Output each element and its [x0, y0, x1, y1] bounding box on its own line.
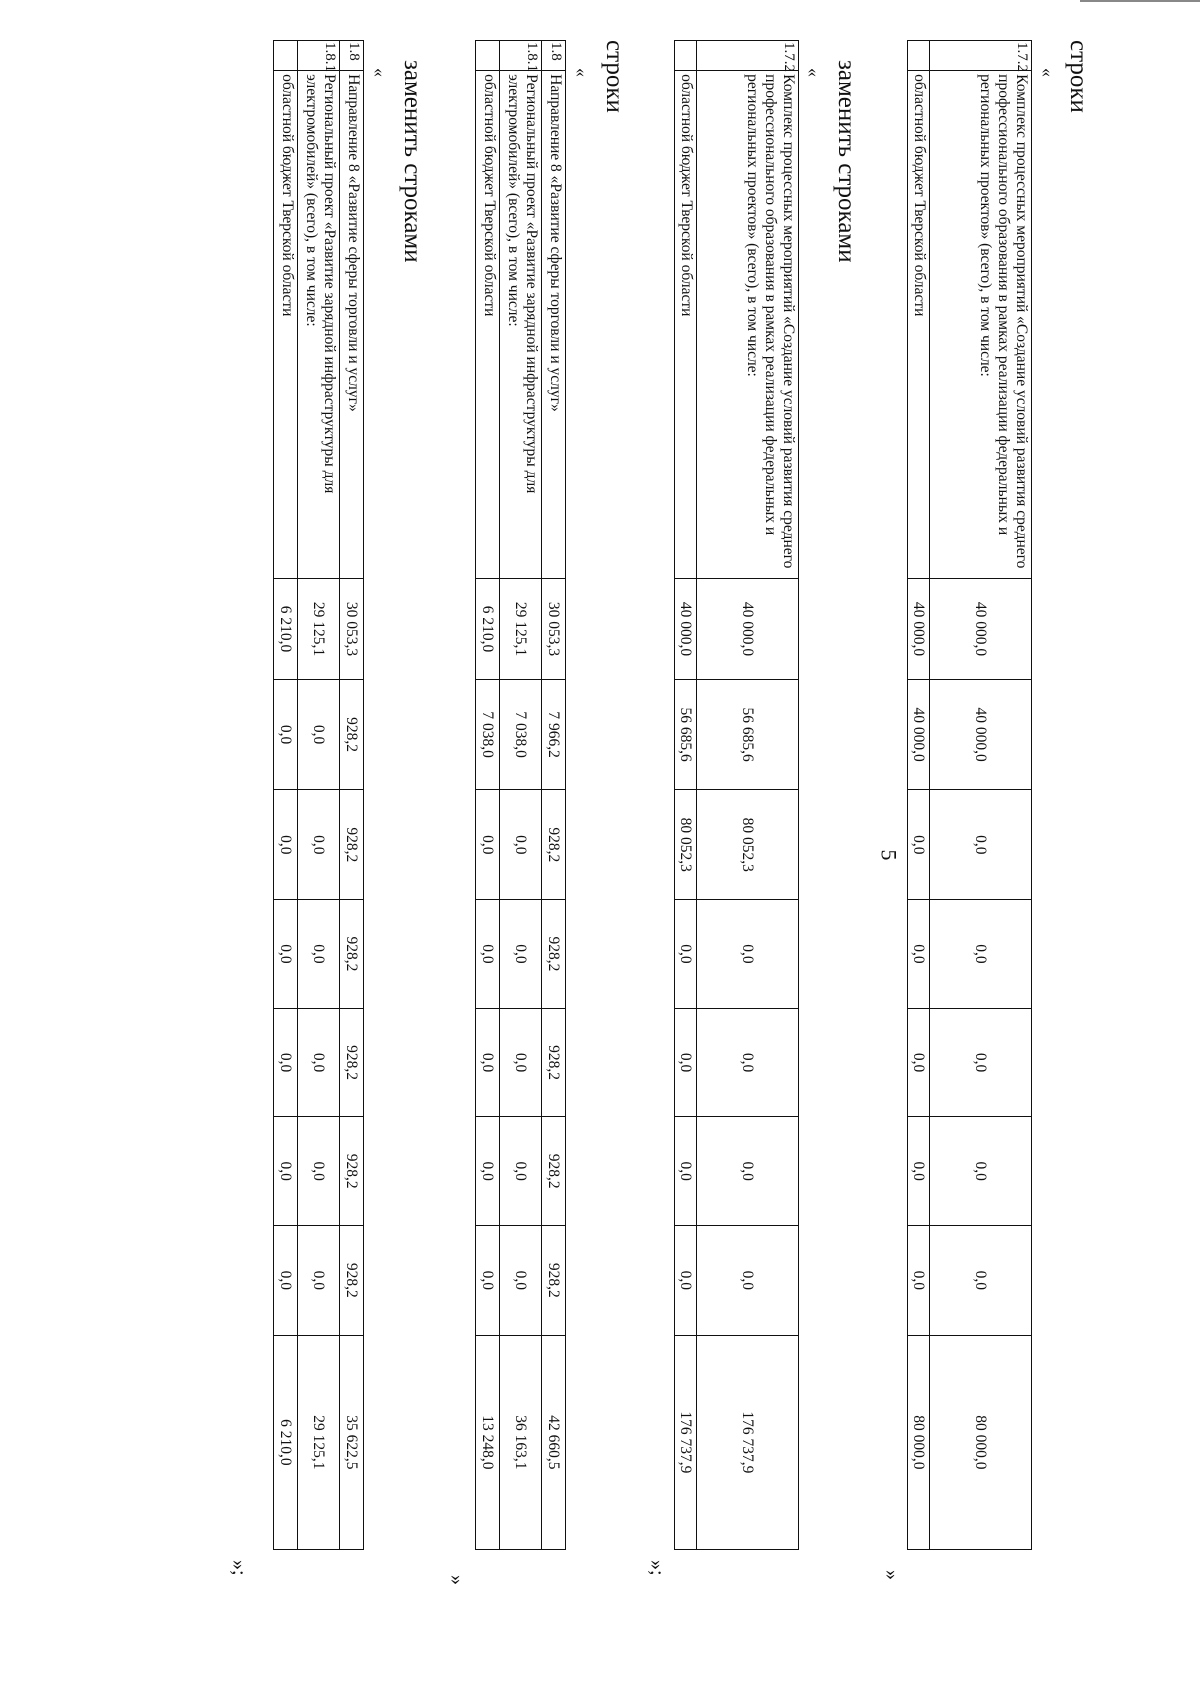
row-value: 928,2	[542, 790, 566, 900]
row-value: 0,0	[930, 1226, 1032, 1336]
table-row	[340, 41, 364, 1550]
row-value: 0,0	[908, 1008, 930, 1117]
row-value: 928,2	[340, 679, 364, 790]
row-code: 1.8.1	[298, 41, 340, 71]
row-value: 0,0	[476, 1008, 500, 1117]
row-value: 928,2	[340, 900, 364, 1009]
row-code	[675, 41, 697, 71]
row-value: 7 966,2	[542, 679, 566, 790]
row-value: 0,0	[675, 1008, 697, 1117]
row-value: 0,0	[908, 1117, 930, 1226]
row-code: 1.7.2	[697, 41, 799, 71]
row-value: 0,0	[298, 1117, 340, 1226]
row-total: 35 622,5	[340, 1335, 364, 1549]
table-b-new	[273, 40, 364, 1550]
row-value: 0,0	[697, 1226, 799, 1336]
rows-heading-b: строки	[601, 40, 628, 113]
row-value: 0,0	[298, 900, 340, 1009]
table-row	[675, 41, 697, 1550]
row-value: 0,0	[500, 790, 542, 900]
row-code: 1.8.1	[500, 41, 542, 71]
row-value: 80 052,3	[697, 790, 799, 900]
row-total: 80 000,0	[930, 1335, 1032, 1549]
row-value: 0,0	[675, 1117, 697, 1226]
row-value: 40 000,0	[930, 579, 1032, 680]
close-quote-a-new: »;	[646, 1560, 668, 1576]
table-row	[930, 41, 1032, 1550]
row-name: областной бюджет Тверской области	[476, 71, 500, 579]
rotated-content	[152, 40, 1112, 1600]
row-code	[908, 41, 930, 71]
row-value: 0,0	[298, 1226, 340, 1336]
row-value: 928,2	[542, 1226, 566, 1336]
row-value: 0,0	[697, 900, 799, 1009]
row-value: 928,2	[340, 1117, 364, 1226]
page-number: 5	[876, 849, 902, 861]
table-row	[298, 41, 340, 1550]
table-row	[500, 41, 542, 1550]
row-value: 928,2	[542, 1008, 566, 1117]
open-quote-b-new: «	[370, 68, 390, 77]
row-value: 6 210,0	[274, 579, 298, 680]
row-value: 928,2	[542, 900, 566, 1009]
row-value: 0,0	[476, 790, 500, 900]
row-value: 0,0	[697, 1117, 799, 1226]
row-value: 40 000,0	[908, 679, 930, 790]
row-name: Комплекс процессных мероприятий «Создание условий развития среднего профессионального образования в рамках реализации федеральных и региональных проектов» (всего), в том числе:	[930, 71, 1032, 579]
row-value: 0,0	[930, 1117, 1032, 1226]
row-value: 928,2	[542, 1117, 566, 1226]
row-value: 928,2	[340, 790, 364, 900]
row-name: областной бюджет Тверской области	[908, 71, 930, 579]
row-value: 0,0	[298, 679, 340, 790]
row-value: 7 038,0	[476, 679, 500, 790]
row-value: 40 000,0	[675, 579, 697, 680]
row-value: 29 125,1	[500, 579, 542, 680]
row-name: Направление 8 «Развитие сферы торговли и услуг»	[340, 71, 364, 579]
row-value: 0,0	[274, 1008, 298, 1117]
open-quote-b-old: «	[572, 68, 592, 77]
close-quote-b-new: »;	[228, 1560, 250, 1576]
row-value: 928,2	[340, 1226, 364, 1336]
scan-edge-top	[1080, 0, 1200, 2]
row-value: 40 000,0	[908, 579, 930, 680]
row-value: 0,0	[298, 1008, 340, 1117]
row-name: Комплекс процессных мероприятий «Создание условий развития среднего профессионального образования в рамках реализации федеральных и региональных проектов» (всего), в том числе:	[697, 71, 799, 579]
open-quote-a-new: «	[804, 68, 824, 77]
row-value: 56 685,6	[697, 679, 799, 790]
row-value: 0,0	[675, 1226, 697, 1336]
row-code	[476, 41, 500, 71]
rows-heading-a: строки	[1065, 40, 1092, 113]
row-value: 0,0	[930, 1008, 1032, 1117]
row-code: 1.8	[542, 41, 566, 71]
row-value: 0,0	[697, 1008, 799, 1117]
row-value: 0,0	[476, 1117, 500, 1226]
close-quote-b-old: »	[446, 1575, 468, 1585]
row-total: 13 248,0	[476, 1335, 500, 1549]
row-total: 176 737,9	[675, 1335, 697, 1549]
row-name: Направление 8 «Развитие сферы торговли и услуг»	[542, 71, 566, 579]
row-value: 0,0	[908, 1226, 930, 1336]
row-total: 36 163,1	[500, 1335, 542, 1549]
row-value: 0,0	[500, 1117, 542, 1226]
table-row	[697, 41, 799, 1550]
row-total: 80 000,0	[908, 1335, 930, 1549]
row-name: Региональный проект «Развитие зарядной инфраструктуры для электромобилей» (всего), в том числе:	[500, 71, 542, 579]
open-quote-a-old: «	[1038, 68, 1058, 77]
row-value: 0,0	[500, 1008, 542, 1117]
close-quote-a-old: »	[881, 1570, 903, 1580]
row-value: 29 125,1	[298, 579, 340, 680]
row-value: 0,0	[274, 900, 298, 1009]
table-row	[274, 41, 298, 1550]
row-value: 0,0	[274, 1117, 298, 1226]
row-value: 6 210,0	[476, 579, 500, 680]
row-value: 0,0	[274, 1226, 298, 1336]
replace-heading-a: заменить строками	[833, 60, 860, 263]
row-value: 0,0	[675, 900, 697, 1009]
row-value: 40 000,0	[697, 579, 799, 680]
row-code: 1.8	[340, 41, 364, 71]
row-value: 0,0	[908, 790, 930, 900]
row-value: 0,0	[930, 900, 1032, 1009]
row-value: 0,0	[500, 900, 542, 1009]
row-value: 0,0	[274, 790, 298, 900]
row-value: 7 038,0	[500, 679, 542, 790]
row-total: 6 210,0	[274, 1335, 298, 1549]
row-value: 40 000,0	[930, 679, 1032, 790]
row-value: 0,0	[476, 1226, 500, 1336]
row-total: 29 125,1	[298, 1335, 340, 1549]
table-b-old	[475, 40, 566, 1550]
table-row	[542, 41, 566, 1550]
row-code	[274, 41, 298, 71]
row-value: 0,0	[274, 679, 298, 790]
row-value: 0,0	[908, 900, 930, 1009]
row-name: областной бюджет Тверской области	[274, 71, 298, 579]
row-name: Региональный проект «Развитие зарядной инфраструктуры для электромобилей» (всего), в том числе:	[298, 71, 340, 579]
table-row	[476, 41, 500, 1550]
table-a-new	[674, 40, 799, 1550]
row-name: областной бюджет Тверской области	[675, 71, 697, 579]
table-row	[908, 41, 930, 1550]
row-value: 0,0	[930, 790, 1032, 900]
row-value: 0,0	[476, 900, 500, 1009]
row-total: 42 660,5	[542, 1335, 566, 1549]
row-value: 0,0	[298, 790, 340, 900]
row-total: 176 737,9	[697, 1335, 799, 1549]
row-code: 1.7.2	[930, 41, 1032, 71]
row-value: 30 053,3	[542, 579, 566, 680]
table-a-old	[907, 40, 1032, 1550]
row-value: 30 053,3	[340, 579, 364, 680]
row-value: 80 052,3	[675, 790, 697, 900]
row-value: 56 685,6	[675, 679, 697, 790]
replace-heading-b: заменить строками	[399, 60, 426, 263]
row-value: 928,2	[340, 1008, 364, 1117]
row-value: 0,0	[500, 1226, 542, 1336]
